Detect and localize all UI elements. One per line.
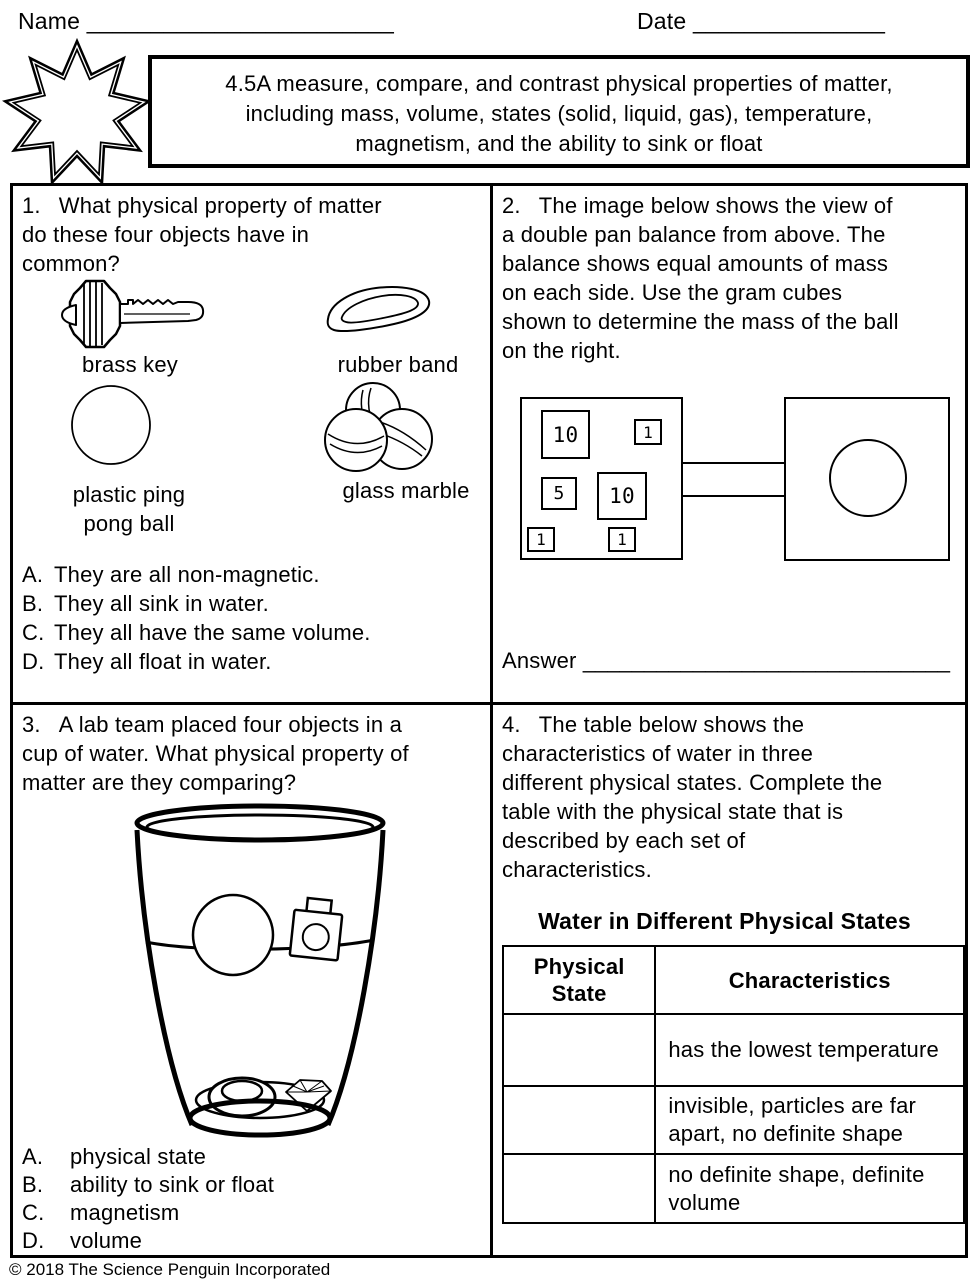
physical-state-blank-cell[interactable] — [503, 1086, 655, 1154]
choice-text: volume — [70, 1228, 143, 1253]
rubber-band-label: rubber band — [337, 352, 459, 377]
choice-text: physical state — [70, 1144, 207, 1169]
standard-box — [148, 55, 970, 168]
glass-marbles-image — [318, 382, 433, 472]
cup-rim-inner — [147, 815, 373, 839]
ping-pong-ball-label: plastic ping pong ball — [72, 482, 186, 536]
starburst-icon — [2, 36, 152, 192]
name-label: Name — [18, 8, 81, 34]
choice-row — [22, 560, 371, 589]
glass-marble-label: glass marble — [342, 478, 470, 503]
ring-object — [209, 1078, 275, 1116]
question-2-cell — [493, 186, 965, 702]
brass-key-image — [50, 278, 210, 350]
answer-row — [502, 648, 950, 674]
question-3-number: 3. — [22, 712, 41, 737]
gram-cube: 5 — [541, 477, 577, 510]
table-row — [503, 1014, 964, 1086]
floating-ball — [193, 895, 273, 975]
gram-cube: 1 — [634, 419, 662, 445]
cup-right-wall — [328, 830, 383, 1125]
gram-cube: 10 — [541, 410, 590, 459]
question-4-cell — [493, 705, 965, 1255]
table-header-physical-state: Physical State — [503, 946, 655, 1014]
choice-letter: C. — [22, 1200, 45, 1225]
choice-letter: D. — [22, 649, 45, 674]
question-1-cell — [13, 186, 490, 702]
answer-blank-line[interactable]: ______________________________ — [582, 648, 950, 673]
choice-text: They all have the same volume. — [54, 620, 371, 645]
ping-pong-ball-image — [70, 384, 152, 466]
choice-row — [22, 1199, 274, 1227]
water-states-table-title: Water in Different Physical States — [538, 908, 911, 934]
choice-row — [22, 589, 371, 618]
choice-letter: D. — [22, 1228, 45, 1253]
physical-state-blank-cell[interactable] — [503, 1154, 655, 1223]
question-1-text: 1. What physical property of matter do these four objects have in common? — [22, 193, 382, 276]
question-1-choices — [22, 560, 371, 676]
question-4-text: 4. The table below shows the characteristics of water in three different physical states. Complete the table with the physical state that is described by each set of characteristics. — [502, 712, 883, 882]
name-row — [18, 8, 394, 35]
choice-text: ability to sink or float — [70, 1172, 275, 1197]
balance-beam — [682, 462, 785, 497]
standard-text: 4.5A measure, compare, and contrast physical properties of matter, including mass, volume, states (solid, liquid, gas), temperature, magnetism, and the ability to sink or float — [225, 71, 893, 156]
gram-cube: 10 — [597, 472, 647, 520]
copyright-text: © 2018 The Science Penguin Incorporated — [9, 1260, 331, 1279]
gram-cube: 1 — [527, 527, 555, 552]
table-row — [503, 1154, 964, 1223]
choice-row — [22, 1143, 274, 1171]
choice-text: They all float in water. — [54, 649, 272, 674]
physical-state-blank-cell[interactable] — [503, 1014, 655, 1086]
balance-left-pan — [520, 397, 683, 560]
choice-row — [22, 618, 371, 647]
characteristics-cell: no definite shape, definite volume — [655, 1154, 964, 1223]
choice-text: magnetism — [70, 1200, 180, 1225]
choice-letter: B. — [22, 1172, 44, 1197]
question-4-number: 4. — [502, 712, 521, 737]
characteristics-cell: has the lowest temperature — [655, 1014, 964, 1086]
choice-row — [22, 1227, 274, 1255]
choice-letter: B. — [22, 591, 44, 616]
date-row — [637, 8, 885, 35]
rubber-band-image — [322, 281, 434, 343]
choice-row — [22, 647, 371, 676]
table-header-characteristics: Characteristics — [655, 946, 964, 1014]
balance-right-pan — [784, 397, 950, 561]
question-3-text: 3. A lab team placed four objects in a cup of water. What physical property of matter are they comparing? — [22, 712, 409, 795]
question-3-choices — [22, 1143, 274, 1255]
brass-key-label: brass key — [82, 352, 178, 377]
question-3-cell — [13, 705, 490, 1255]
name-blank-line[interactable]: ________________________ — [86, 8, 394, 34]
cup-left-wall — [137, 830, 192, 1125]
choice-letter: A. — [22, 562, 44, 587]
answer-label: Answer — [502, 648, 577, 673]
characteristics-cell: invisible, particles are far apart, no definite shape — [655, 1086, 964, 1154]
question-1-number: 1. — [22, 193, 41, 218]
water-states-table — [502, 945, 965, 1224]
floating-block — [290, 897, 344, 961]
question-2-number: 2. — [502, 193, 521, 218]
date-blank-line[interactable]: _______________ — [692, 8, 885, 34]
cup-of-water-image — [130, 800, 395, 1138]
choice-letter: C. — [22, 620, 45, 645]
gram-cube: 1 — [608, 527, 636, 552]
choice-row — [22, 1171, 274, 1199]
choice-text: They all sink in water. — [54, 591, 269, 616]
question-grid — [10, 183, 968, 1258]
table-row — [503, 1086, 964, 1154]
choice-letter: A. — [22, 1144, 44, 1169]
date-label: Date — [637, 8, 687, 34]
question-2-text: 2. The image below shows the view of a double pan balance from above. The balance shows equal amounts of mass on each side. Use the gram cubes shown to determine the mass of the ball on the right. — [502, 193, 899, 363]
balance-ball — [829, 439, 907, 517]
choice-text: They are all non-magnetic. — [54, 562, 320, 587]
